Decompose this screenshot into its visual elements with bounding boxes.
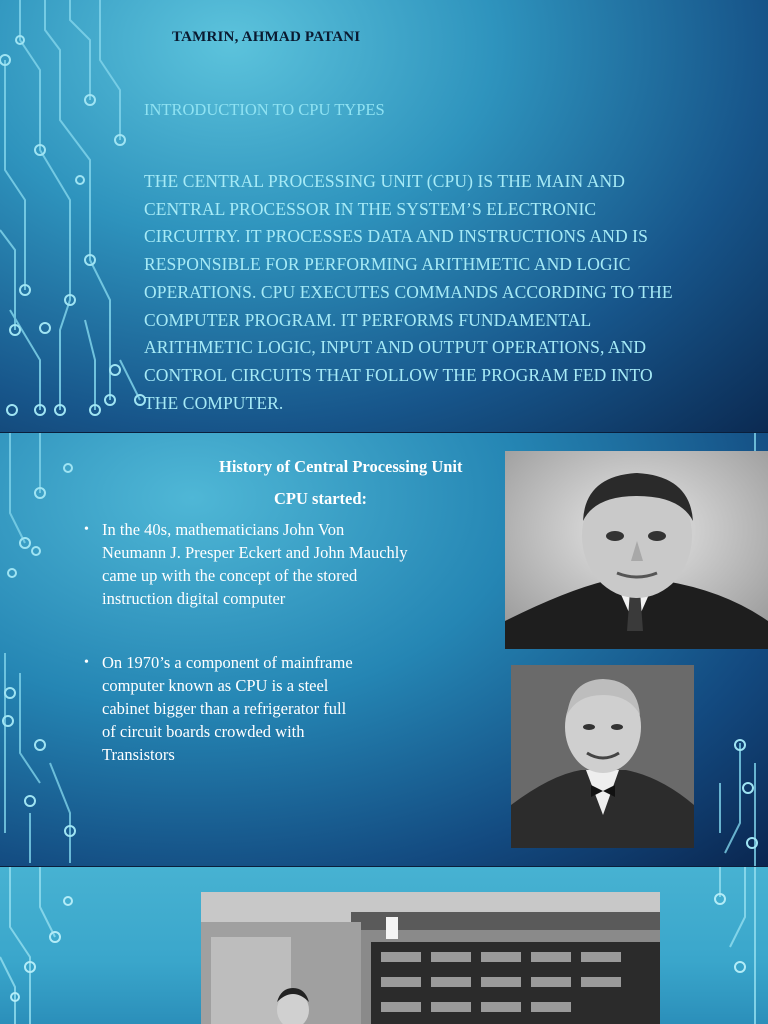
bullet-text: On 1970’s a component of mainframe computer known as CPU is a steel cabinet bigger than a refrigerator full of circuit boards crowded with Transistors	[102, 653, 353, 764]
portrait-j-presper-eckert	[511, 665, 694, 848]
slide-history	[0, 433, 768, 866]
slide-eniac	[0, 867, 768, 1024]
intro-title: INTRODUCTION TO CPU TYPES	[144, 100, 385, 119]
circuit-decoration	[0, 0, 150, 432]
bullet-text: In the 40s, mathematicians John Von Neumann J. Presper Eckert and John Mauchly came up with the concept of the stored instruction digital computer	[102, 520, 408, 608]
author-name: TAMRIN, AHMAD PATANI	[172, 29, 361, 45]
bullet-marker: •	[84, 522, 89, 537]
portrait-john-von-neumann	[505, 451, 768, 649]
photo-eniac-computer	[201, 892, 660, 1024]
intro-body: THE CENTRAL PROCESSING UNIT (CPU) IS THE MAIN AND CENTRAL PROCESSOR IN THE SYSTEM’S ELECTRONIC CIRCUITRY. IT PROCESSES DATA AND INSTRUCTIONS AND IS RESPONSIBLE FOR PERFORMING ARITHMETIC AND LOGIC OPERATIONS. CPU EXECUTES COMMANDS ACCORDING TO THE COMPUTER PROGRAM. IT PERFORMS FUNDAMENTAL ARITHMETIC LOGIC, INPUT AND OUTPUT OPERATIONS, AND CONTROL CIRCUITS THAT FOLLOW THE PROGRAM FED INTO THE COMPUTER.	[144, 171, 673, 413]
bullet-marker: •	[84, 655, 89, 670]
slide-intro	[0, 0, 768, 432]
history-title: History of Central Processing Unit	[219, 457, 463, 476]
history-subtitle: CPU started:	[274, 489, 368, 508]
